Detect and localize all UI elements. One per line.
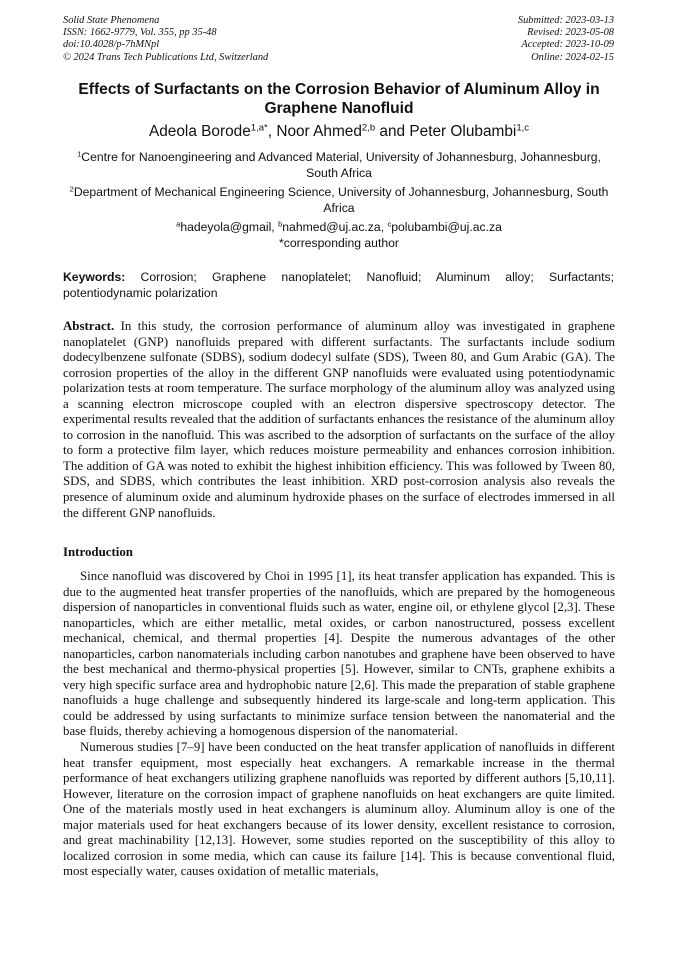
author-separator: , (267, 123, 277, 140)
journal-name: Solid State Phenomena (63, 15, 160, 26)
publication-dates (518, 15, 614, 64)
online-date: Online: 2024-02-15 (531, 51, 614, 63)
email-separator: , (380, 220, 388, 234)
email-marker: c (387, 219, 392, 229)
email-marker: a (176, 219, 181, 229)
introduction-heading: Introduction (63, 545, 133, 559)
keywords-text: Corrosion; Graphene nanoplatelet; Nanofluid; Aluminum alloy; Surfactants; potentiodynamic polarization (63, 270, 614, 300)
author-superscript: 1,c (516, 122, 530, 134)
affiliation-1 (63, 150, 615, 181)
email-separator: , (271, 220, 279, 234)
paper-title: Effects of Surfactants on the Corrosion Behavior of Aluminum Alloy in Graphene Nanofluid (78, 81, 600, 117)
copyright-line: © 2024 Trans Tech Publications Ltd, Switzerland (63, 51, 269, 63)
affiliation-text: Department of Mechanical Engineering Science, University of Johannesburg, Johannesburg, South Africa (73, 185, 609, 215)
email-address[interactable]: polubambi@uj.ac.za (391, 220, 502, 234)
affiliation-marker: 2 (69, 184, 74, 194)
revised-date: Revised: 2023-05-08 (527, 27, 614, 39)
affiliation-text: Centre for Nanoengineering and Advanced Material, University of Johannesburg, Johannesburg, South Africa (81, 150, 601, 180)
email-address[interactable]: hadeyola@gmail (180, 220, 272, 234)
keywords-section (63, 270, 614, 301)
introduction-paragraph: Numerous studies [7–9] have been conducted on the heat transfer application of nanofluids in different heat transfer equipment, most especially heat exchangers. A remarkable increase in the thermal performance of heat exchangers utilizing graphene nanofluids was reported by different authors [5,10,11]. However, literature on the corrosion impact of graphene nanofluids on heat exchangers are quite limited. One of the materials mostly used in heat exchangers is aluminum alloy. Aluminum alloy is one of the major materials used for heat exchangers because of its lower density, excellent resistance to corrosion, and great machinability [12,13]. However, some studies reported on the susceptibility of this alloy to localized corrosion in some media, which can cause its failure [14]. This is because conventional fluid, most especially water, causes oxidation of metallic materials, (63, 740, 615, 879)
submitted-date: Submitted: 2023-03-13 (517, 15, 614, 26)
author-name: Peter Olubambi (409, 123, 517, 140)
abstract-text: In this study, the corrosion performance of aluminum alloy was investigated in graphene nanoplatelet (GNP) nanofluids prepared with different surfactants. The surfactants include sodium dodecylbenzene sulfonate (SDBS), sodium dodecyl sulfate (SDS), Tween 80, and Gum Arabic (GA). The corrosion properties of the alloy in the different GNP nanofluids were evaluated using potentiodynamic polarization tests at room temperature. The surface morphology of the aluminum alloy was analyzed using a scanning electron microscope coupled with an electron dispersive spectroscopy detector. The experimental results revealed that the addition of surfactants enhances the resistance of the aluminum alloy to corrosion in the nanofluid. This was ascribed to the adsorption of surfactants on the surface of the alloy to form a protective film layer, which reduces moisture permeability and enhances corrosion inhibition. The addition of GA was noted to exhibit the highest inhibition efficiency. This was followed by Tween 80, SDS, and SDBS, which contributes the least inhibition. XRD post-corrosion analysis also reveals the presence of aluminum oxide and aluminum hydroxide phases on the surface of electrodes immersed in all the different GNP nanofluids. (63, 319, 615, 520)
introduction-paragraph: Since nanofluid was discovered by Choi in 1995 [1], its heat transfer application has expanded. This is due to the augmented heat transfer properties of the nanofluids, which are prepared by the homogeneous dispersion of nanoparticles in conventional fluids such as water, engine oil, or ethylene glycol [2,3]. These nanoparticles, which are either metallic, metal oxides, or carbon nanostructured, possess excellent mechanical, chemical, and thermal properties [4]. Despite the numerous advantages of the other nanoparticles, carbon nanomaterials including carbon nanotubes and graphene have been observed to have the best mechanical and thermo-physical properties [5]. However, similar to CNTs, graphene exhibits a very high specific surface area and hydrophobic nature [2,6]. This made the preparation of stable graphene nanofluids a huge challenge and subsequently hindered its large-scale and long-term application. This could be addressed by using surfactants to minimize surface tension between the nanomaterial and the base fluids, thereby achieving a homogenous dispersion of the nanomaterial. (63, 569, 615, 739)
affiliation-marker: 1 (77, 149, 82, 159)
author-list (63, 123, 615, 141)
email-marker: b (278, 219, 283, 229)
issn-line: ISSN: 1662-9779, Vol. 355, pp 35-48 (63, 27, 217, 39)
author-name: Noor Ahmed (276, 123, 362, 140)
contact-block (63, 220, 615, 251)
accepted-date: Accepted: 2023-10-09 (521, 39, 614, 51)
abstract-section (63, 319, 615, 521)
affiliation-2 (63, 185, 615, 216)
abstract-label: Abstract. (63, 319, 115, 333)
author-superscript: 2,b (361, 122, 376, 134)
author-name: Adeola Borode (148, 123, 251, 140)
email-list (63, 220, 615, 236)
doi-line[interactable]: doi:10.4028/p-7hMNpl (63, 39, 160, 51)
journal-info (63, 15, 268, 64)
introduction-body (63, 569, 615, 880)
author-separator: and (375, 123, 410, 140)
keywords-label: Keywords: (63, 270, 126, 284)
corresponding-author-note: *corresponding author (279, 235, 399, 250)
author-superscript: 1,a* (250, 122, 268, 134)
email-address[interactable]: nahmed@uj.ac.za (282, 220, 381, 234)
